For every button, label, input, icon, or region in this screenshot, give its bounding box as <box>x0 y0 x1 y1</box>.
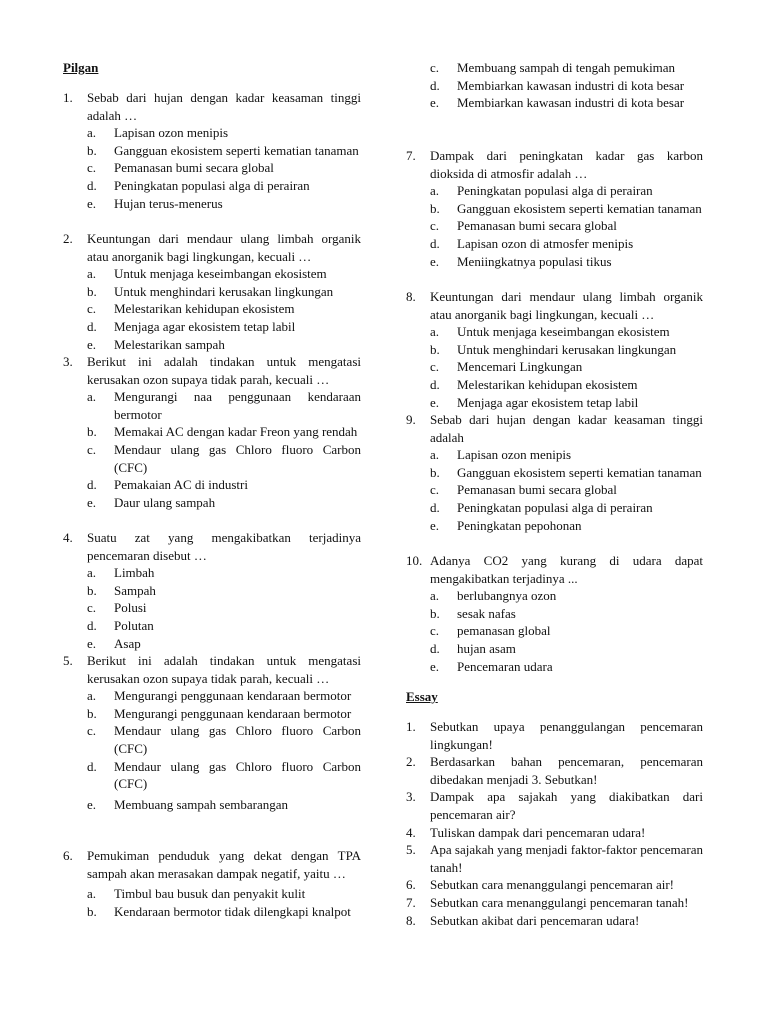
option-d: d. Membiarkan kawasan industri di kota besar <box>430 77 685 93</box>
option-b: b. Gangguan ekosistem seperti kematian tanaman <box>430 464 702 480</box>
question-number: 4. <box>63 530 73 545</box>
option-b: b. Mengurangi penggunaan kendaraan bermotor <box>87 705 352 721</box>
option-c: c. Melestarikan kehidupan ekosistem <box>87 301 295 317</box>
option-e: e. Daur ulang sampah <box>87 494 216 510</box>
essay-item-5: 5. Apa sajakah yang menjadi faktor-faktor pencemaran tanah! <box>406 842 703 875</box>
question-3 <box>63 353 361 511</box>
option-a: a. Timbul bau busuk dan penyakit kulit <box>87 886 306 902</box>
option-e: e. Melestarikan sampah <box>87 336 225 352</box>
essay-item-1: 1. Sebutkan upaya penanggulangan pencemaran lingkungan! <box>406 719 703 752</box>
essay-item-4: 4. Tuliskan dampak dari pencemaran udara! <box>406 824 646 840</box>
question-7 <box>406 147 703 270</box>
option-e: e. Meniingkatnya populasi tikus <box>430 253 612 269</box>
question-number: 2. <box>63 231 73 246</box>
option-e: e. Asap <box>87 635 141 651</box>
option-c: c. Pemanasan bumi secara global <box>87 160 274 176</box>
option-a: a. Mengurangi penggunaan kendaraan bermotor <box>87 688 352 704</box>
question-number: 6. <box>63 848 73 863</box>
question-4 <box>63 529 361 652</box>
question-number: 7. <box>406 148 416 163</box>
question-8 <box>406 288 703 411</box>
question-1 <box>63 89 361 212</box>
question-9 <box>406 411 703 534</box>
question-6 <box>63 847 361 920</box>
option-a: a. berlubangnya ozon <box>430 588 557 604</box>
option-b: b. Memakai AC dengan kadar Freon yang rendah <box>87 424 358 440</box>
option-e: e. Pencemaran udara <box>430 658 553 674</box>
option-e: e. Membiarkan kawasan industri di kota besar <box>430 95 685 111</box>
option-c: c. Pemanasan bumi secara global <box>430 218 617 234</box>
option-b: b. Gangguan ekosistem seperti kematian tanaman <box>87 142 359 158</box>
question-text: Sebab dari hujan dengan kadar keasaman tinggi adalah <box>430 412 703 445</box>
option-c: c. Mendaur ulang gas Chloro fluoro Carbon (CFC) <box>87 441 361 475</box>
option-c: c. Polusi <box>87 600 147 616</box>
option-a: a. Untuk menjaga keseimbangan ekosistem <box>87 266 327 282</box>
option-d: d. Peningkatan populasi alga di perairan <box>87 177 310 193</box>
option-b: b. Untuk menghindari kerusakan lingkungan <box>87 283 334 299</box>
question-text: Keuntungan dari mendaur ulang limbah organik atau anorganik bagi lingkungan, kecuali … <box>430 289 703 322</box>
option-d: d. Melestarikan kehidupan ekosistem <box>430 376 638 392</box>
option-d: d. Peningkatan populasi alga di perairan <box>430 499 653 515</box>
option-d: d. Mendaur ulang gas Chloro fluoro Carbon (CFC) <box>87 758 361 792</box>
question-number: 3. <box>63 354 73 369</box>
option-e: e. Peningkatan pepohonan <box>430 517 582 533</box>
option-d: d. Polutan <box>87 617 154 633</box>
essay-heading: Essay <box>406 689 438 704</box>
essay-item-7: 7. Sebutkan cara menanggulangi pencemaran tanah! <box>406 894 689 910</box>
option-d: d. hujan asam <box>430 640 516 656</box>
question-text: Adanya CO2 yang kurang di udara dapat mengakibatkan terjadinya ... <box>430 553 703 586</box>
question-number: 10. <box>406 553 423 568</box>
essay-item-6: 6. Sebutkan cara menanggulangi pencemaran air! <box>406 877 674 893</box>
option-a: a. Peningkatan populasi alga di perairan <box>430 183 653 199</box>
option-e: e. Menjaga agar ekosistem tetap labil <box>430 394 639 410</box>
question-2 <box>63 230 361 353</box>
question-text: Sebab dari hujan dengan kadar keasaman tinggi adalah … <box>87 90 361 123</box>
option-b: b. sesak nafas <box>430 605 516 621</box>
question-text: Suatu zat yang mengakibatkan terjadinya pencemaran disebut … <box>87 530 361 563</box>
option-d: d. Menjaga agar ekosistem tetap labil <box>87 318 296 334</box>
question-text: Berikut ini adalah tindakan untuk mengatasi kerusakan ozon supaya tidak parah, kecuali … <box>87 354 361 387</box>
option-b: b. Gangguan ekosistem seperti kematian tanaman <box>430 200 702 216</box>
option-c: c. Pemanasan bumi secara global <box>430 482 617 498</box>
option-e: e. Membuang sampah sembarangan <box>87 796 289 812</box>
option-d: d. Pemakaian AC di industri <box>87 477 248 493</box>
essay-item-8: 8. Sebutkan akibat dari pencemaran udara! <box>406 912 640 928</box>
question-6-continued <box>406 59 703 112</box>
option-c: c. Membuang sampah di tengah pemukiman <box>430 60 676 75</box>
question-text: Berikut ini adalah tindakan untuk mengatasi kerusakan ozon supaya tidak parah, kecuali … <box>87 653 361 686</box>
question-text: Keuntungan dari mendaur ulang limbah organik atau anorganik bagi lingkungan, kecuali … <box>87 231 361 264</box>
question-text: Pemukiman penduduk yang dekat dengan TPA sampah akan merasakan dampak negatif, yaitu … <box>87 848 361 881</box>
question-number: 8. <box>406 289 416 304</box>
question-text: Dampak dari peningkatan kadar gas karbon dioksida di atmosfir adalah … <box>430 148 703 181</box>
option-a: a. Untuk menjaga keseimbangan ekosistem <box>430 324 670 340</box>
option-d: d. Lapisan ozon di atmosfer menipis <box>430 235 634 251</box>
question-10 <box>406 552 703 675</box>
question-number: 9. <box>406 412 416 427</box>
option-e: e. Hujan terus-menerus <box>87 195 223 211</box>
essay-item-3: 3. Dampak apa sajakah yang diakibatkan dari pencemaran air? <box>406 789 703 822</box>
option-c: c. Mencemari Lingkungan <box>430 359 583 375</box>
option-c: c. Mendaur ulang gas Chloro fluoro Carbon (CFC) <box>87 723 361 756</box>
essay-item-2: 2. Berdasarkan bahan pencemaran, pencemaran dibedakan menjadi 3. Sebutkan! <box>406 754 703 787</box>
option-a: a. Lapisan ozon menipis <box>430 447 572 463</box>
pilgan-heading: Pilgan <box>63 60 99 75</box>
option-c: c. pemanasan global <box>430 623 551 639</box>
option-b: b. Kendaraan bermotor tidak dilengkapi knalpot <box>87 903 351 919</box>
question-number: 5. <box>63 653 73 668</box>
question-5 <box>63 652 361 813</box>
option-a: a. Limbah <box>87 565 155 581</box>
essay-list <box>406 718 703 929</box>
question-number: 1. <box>63 90 73 105</box>
option-b: b. Untuk menghindari kerusakan lingkungan <box>430 341 677 357</box>
option-a: a. Mengurangi naa penggunaan kendaraan bermotor <box>87 389 361 422</box>
option-a: a. Lapisan ozon menipis <box>87 125 229 141</box>
option-b: b. Sampah <box>87 582 156 598</box>
